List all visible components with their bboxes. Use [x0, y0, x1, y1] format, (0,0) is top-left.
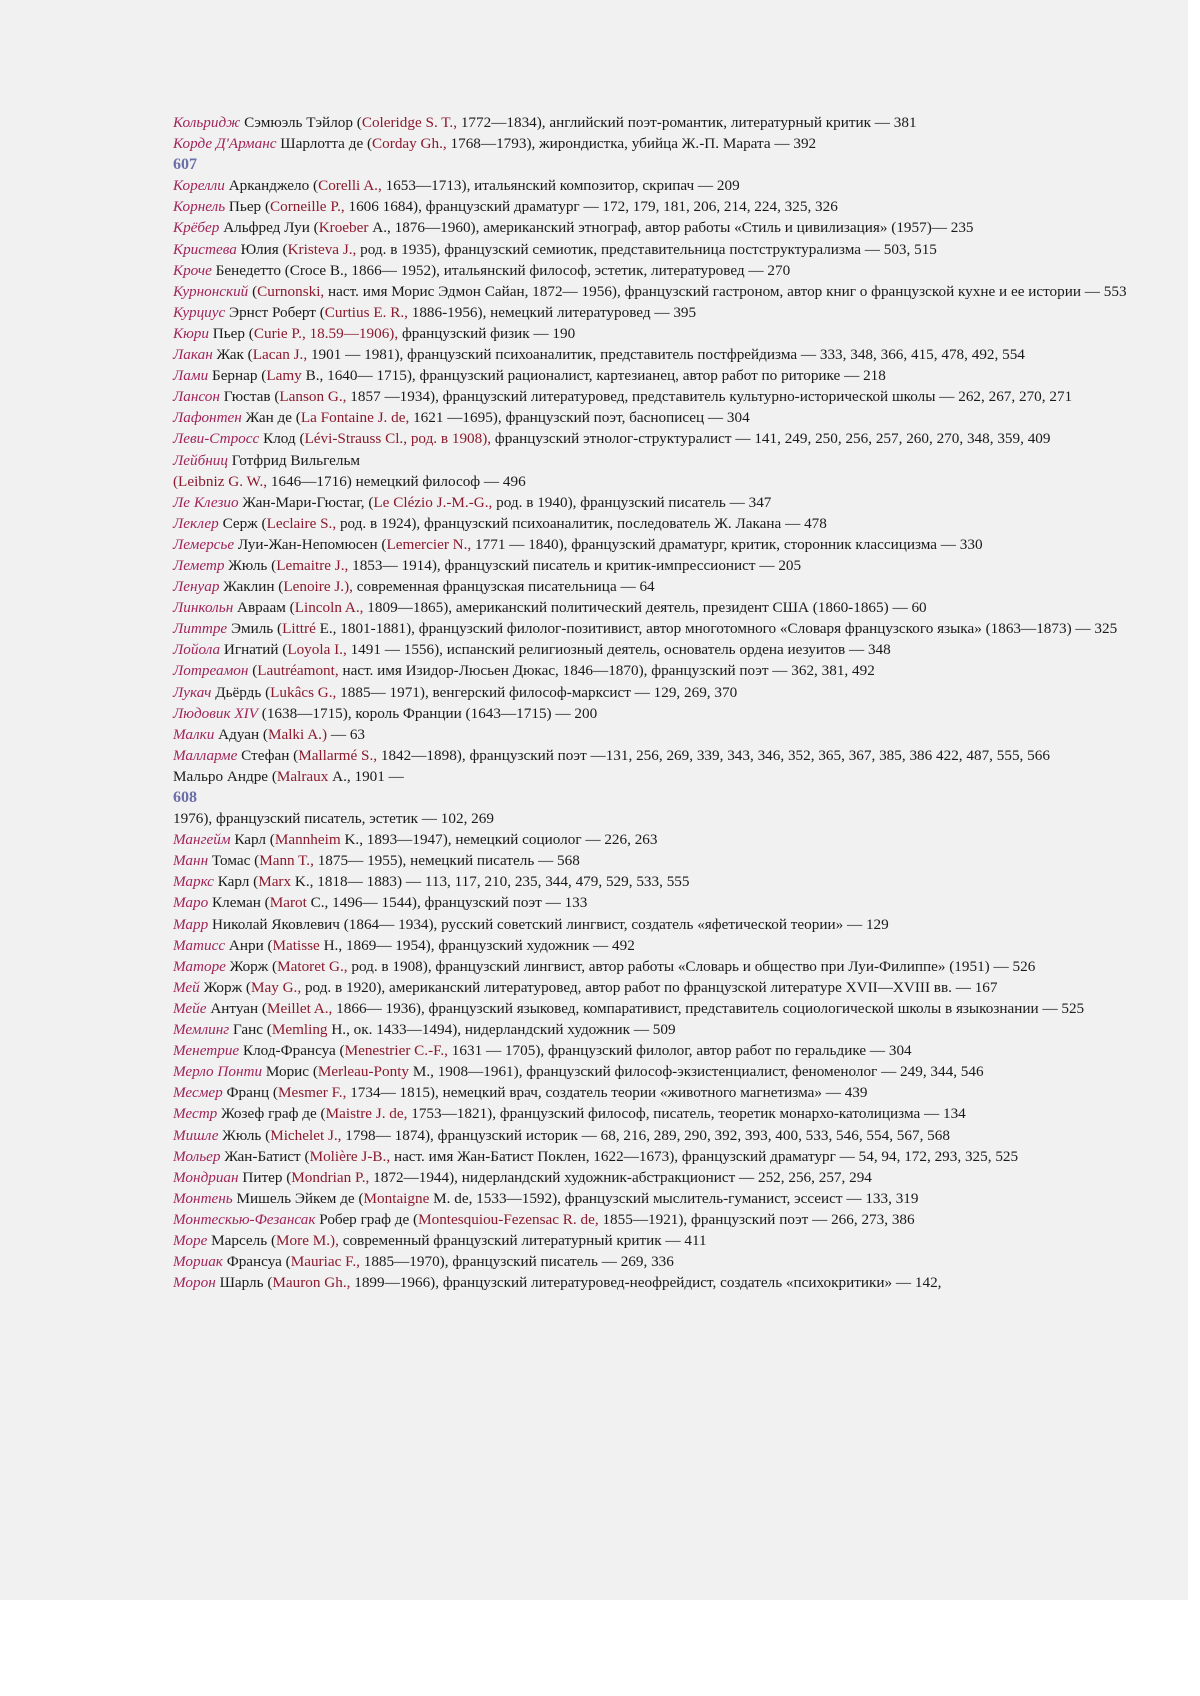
person-name: Корелли [173, 177, 225, 195]
name-index-list [173, 112, 1130, 1293]
entry-text: Стефан ( [237, 746, 299, 764]
entry-text: Жаклин ( [219, 578, 284, 596]
index-entry [173, 386, 1130, 407]
latin-name: Lautréamont, [257, 662, 339, 680]
person-name: Маро [173, 894, 209, 912]
index-entry [173, 344, 1130, 365]
latin-name: Curie P., 18.59—1906), [253, 324, 399, 342]
index-entry [173, 1209, 1130, 1230]
index-entry [173, 745, 1130, 766]
latin-name: Malki A.) [267, 725, 328, 743]
person-name: Курнонский [173, 282, 249, 300]
entry-text: (1638—1715), король Франции (1643—1715) — 200 [257, 704, 598, 722]
entry-details: 1809—1865), американский политический деятель, президент США (1860-1865) — 60 [363, 599, 927, 617]
entry-details: А., 1901 — [328, 767, 404, 785]
entry-text: Жюль ( [224, 556, 277, 574]
entry-text: Марсель ( [207, 1231, 277, 1249]
index-entry [173, 555, 1130, 576]
latin-name: (Leibniz G. W., [173, 472, 268, 490]
index-entry [173, 1061, 1130, 1082]
person-name: Кюри [173, 324, 209, 342]
entry-text: Жорж ( [225, 957, 278, 975]
index-entry [173, 850, 1130, 871]
entry-text: Франсуа ( [222, 1253, 291, 1271]
index-entry [173, 302, 1130, 323]
entry-text: Арканджело ( [224, 177, 319, 195]
index-entry [173, 1188, 1130, 1209]
entry-text: Клеман ( [208, 894, 270, 912]
entry-details: род. в 1924), французский психоаналитик, последователь Ж. Лакана — 478 [336, 514, 827, 532]
index-entry [173, 682, 1130, 703]
index-entry [173, 217, 1130, 238]
entry-details: 1771 — 1840), французский драматург, критик, сторонник классицизма — 330 [471, 535, 983, 553]
latin-name: Michelet J., [270, 1126, 342, 1144]
person-name: Ле Клезио [173, 493, 239, 511]
entry-text: Авраам ( [233, 599, 295, 617]
person-name: Месмер [173, 1084, 223, 1102]
person-name: Маркс [173, 873, 214, 891]
entry-details: род. в 1935), французский семиотик, представительница постструктурализма — 503, 515 [356, 240, 937, 258]
latin-name: Malraux [276, 767, 329, 785]
entry-text: Бернар ( [208, 367, 267, 385]
index-entry [173, 956, 1130, 977]
latin-name: Matoret G., [277, 957, 348, 975]
page-number-marker: 607 [173, 156, 197, 174]
latin-name: Coleridge S. T., [361, 114, 458, 131]
entry-details: французский физик — 190 [398, 324, 576, 342]
entry-details: H., ок. 1433—1494), нидерландский художник — 509 [327, 1021, 676, 1039]
latin-name: Matisse [272, 936, 320, 954]
entry-text: Сэмюэль Тэйлор ( [240, 114, 362, 131]
person-name: Лами [173, 367, 209, 385]
entry-text: Жорж ( [199, 978, 251, 996]
person-name: Мейе [173, 999, 207, 1017]
entry-details: 1885—1970), французский писатель — 269, 336 [359, 1253, 674, 1271]
index-entry [173, 724, 1130, 745]
entry-text: Дьёрдь ( [211, 683, 271, 701]
index-entry [173, 534, 1130, 555]
entry-details: 1646—1716) немецкий философ — 496 [267, 472, 526, 490]
person-name: Лукач [173, 683, 212, 701]
entry-details: наст. имя Изидор-Люсьен Дюкас, 1846—1870), французский поэт — 362, 381, 492 [338, 662, 875, 680]
latin-name: Lemercier N., [386, 535, 472, 553]
latin-name: Mallarmé S., [298, 746, 378, 764]
index-entry [173, 492, 1130, 513]
entry-details: наст. имя Жан-Батист Поклен, 1622—1673), французский драматург — 54, 94, 172, 293, 325, 525 [390, 1147, 1019, 1165]
entry-details: А., 1876—1960), американский этнограф, автор работы «Стиль и цивилизация» (1957)— 235 [368, 219, 974, 237]
person-name: Мондриан [173, 1168, 239, 1186]
entry-text: Антуан ( [206, 999, 267, 1017]
entry-details: K., 1893—1947), немецкий социолог — 226, 263 [340, 831, 658, 849]
latin-name: Lenoire J.), [283, 578, 353, 596]
latin-name: Lacan J., [252, 346, 308, 364]
entry-details: 1901 — 1981), французский психоаналитик, представитель постфрейдизма — 333, 348, 366, 415, 478, 492, 554 [307, 346, 1025, 364]
entry-text: Адуан ( [214, 725, 268, 743]
index-entry [173, 914, 1130, 935]
index-entry [173, 428, 1130, 449]
person-name: Корнель [173, 198, 226, 216]
entry-text: Клод-Франсуа ( [239, 1042, 345, 1060]
entry-details: H., 1869— 1954), французский художник — 492 [319, 936, 635, 954]
person-name: Лемерсье [173, 535, 235, 553]
index-entry [173, 660, 1130, 681]
index-entry [173, 639, 1130, 660]
entry-text: ( [248, 662, 258, 680]
index-entry [173, 365, 1130, 386]
entry-text: Франц ( [222, 1084, 278, 1102]
index-entry [173, 175, 1130, 196]
person-name: Лакан [173, 346, 213, 364]
index-entry [173, 281, 1130, 302]
index-entry [173, 998, 1130, 1019]
latin-name: Curnonski, [257, 282, 325, 300]
entry-text: Готфрид Вильгельм [227, 451, 360, 469]
index-entry [173, 597, 1130, 618]
latin-name: La Fontaine J. de, [300, 409, 410, 427]
entry-details: 1734— 1815), немецкий врач, создатель теории «животного магнетизма» — 439 [346, 1084, 868, 1102]
page-number-marker: 608 [173, 789, 197, 806]
latin-name: Meillet A., [266, 999, 333, 1017]
entry-text: ( [248, 282, 258, 300]
entry-text: Мишель Эйкем де ( [232, 1189, 364, 1207]
entry-text: Бенедетто (Croce В., 1866— 1952), итальянский философ, эстетик, литературовед — 270 [211, 261, 791, 279]
person-name: Леклер [173, 514, 219, 532]
entry-text: Мальро Андре ( [173, 767, 277, 785]
entry-details: 1753—1821), французский философ, писатель, теоретик монархо-католицизма — 134 [407, 1105, 966, 1123]
entry-text: Жозеф граф де ( [217, 1105, 326, 1123]
index-entry [173, 977, 1130, 998]
entry-details: M. de, 1533—1592), французский мыслитель-гуманист, эссеист — 133, 319 [429, 1189, 919, 1207]
entry-text: 1976), французский писатель, эстетик — 102, 269 [173, 810, 494, 828]
index-entry [173, 471, 1130, 492]
entry-details: 1853— 1914), французский писатель и критик-импрессионист — 205 [348, 556, 802, 574]
person-name: Мангейм [173, 831, 231, 849]
latin-name: Lincoln A., [294, 599, 364, 617]
entry-details: 1768—1793), жирондистка, убийца Ж.-П. Марата — 392 [446, 135, 817, 153]
latin-name: Memling [271, 1021, 328, 1039]
entry-text: Жак ( [212, 346, 253, 364]
entry-text: Питер ( [238, 1168, 292, 1186]
person-name: Мольер [173, 1147, 221, 1165]
person-name: Море [173, 1231, 208, 1249]
entry-text: Николай Яковлевич (1864— 1934), русский советский лингвист, создатель «яфетической теории» — 129 [208, 915, 889, 933]
latin-name: Mondrian P., [291, 1168, 370, 1186]
index-entry [173, 618, 1130, 639]
entry-text: Юлия ( [236, 240, 288, 258]
latin-name: Lévi-Strauss Cl., род. в 1908), [304, 430, 492, 448]
entry-details: 1798— 1874), французский историк — 68, 216, 289, 290, 392, 393, 400, 533, 546, 554, 567, 568 [341, 1126, 950, 1144]
entry-details: 1842—1898), французский поэт —131, 256, 269, 339, 343, 346, 352, 365, 367, 385, 386 422, 487, 555, 566 [377, 746, 1050, 764]
latin-name: Littré [282, 620, 316, 638]
latin-name: May G., [250, 978, 302, 996]
index-entry [173, 576, 1130, 597]
entry-text: Жан де ( [241, 409, 301, 427]
entry-details: 1491 — 1556), испанский религиозный деятель, основатель ордена иезуитов — 348 [346, 641, 891, 659]
index-entry [173, 513, 1130, 534]
latin-name: Mesmer F., [278, 1084, 347, 1102]
entry-details: род. в 1940), французский писатель — 347 [492, 493, 772, 511]
person-name: Леви-Стросс [173, 430, 260, 448]
entry-text: Анри ( [225, 936, 273, 954]
person-name: Курциус [173, 303, 226, 321]
index-entry [173, 1230, 1130, 1251]
person-name: Литтре [173, 620, 228, 638]
entry-text: Эрнст Роберт ( [225, 303, 325, 321]
entry-details: M., 1908—1961), французский философ-экзистенциалист, феноменолог — 249, 344, 546 [409, 1063, 984, 1081]
index-entry [173, 1082, 1130, 1103]
latin-name: Marot [269, 894, 307, 912]
person-name: Маторе [173, 957, 226, 975]
index-entry [173, 935, 1130, 956]
index-entry [173, 260, 1130, 281]
entry-details: K., 1818— 1883) — 113, 117, 210, 235, 344, 479, 529, 533, 555 [291, 873, 690, 891]
entry-details: 1772—1834), английский поэт-романтик, литературный критик — 381 [457, 114, 917, 131]
latin-name: Le Clézio J.-M.-G., [373, 493, 493, 511]
index-entry [173, 1103, 1130, 1124]
person-name: Монтень [173, 1189, 233, 1207]
entry-text: Томас ( [208, 852, 260, 870]
index-entry [173, 196, 1130, 217]
latin-name: Maistre J. de, [325, 1105, 408, 1123]
entry-text: Пьер ( [208, 324, 254, 342]
index-entry [173, 871, 1130, 892]
entry-text: Ганс ( [229, 1021, 272, 1039]
person-name: Лойола [173, 641, 221, 659]
person-name: Лотреамон [173, 662, 249, 680]
entry-text: Карл ( [230, 831, 275, 849]
entry-text: Эмиль ( [227, 620, 283, 638]
entry-details: род. в 1908), французский лингвист, автор работы «Словарь и общество при Луи-Филиппе» (1951) — 526 [347, 957, 1036, 975]
person-name: Леметр [173, 556, 225, 574]
person-name: Монтескью-Фезансак [173, 1210, 316, 1228]
index-entry [173, 1251, 1130, 1272]
entry-details: 1875— 1955), немецкий писатель — 568 [313, 852, 580, 870]
index-entry [173, 829, 1130, 850]
latin-name: Loyola I., [287, 641, 347, 659]
latin-name: Montesquiou-Fezensac R. de, [418, 1210, 599, 1228]
person-name: Мишле [173, 1126, 219, 1144]
index-entry [173, 407, 1130, 428]
entry-details: 1621 —1695), французский поэт, баснописец — 304 [409, 409, 750, 427]
latin-name: Lamy [266, 367, 302, 385]
entry-details: 1899—1966), французский литературовед-неофрейдист, создатель «психокритики» — 142, [350, 1274, 942, 1292]
latin-name: Leclaire S., [266, 514, 337, 532]
entry-details: 1866— 1936), французский языковед, компаративист, представитель социологической школы в языкознании — 525 [332, 999, 1085, 1017]
person-name: Ленуар [173, 578, 220, 596]
index-entry [173, 808, 1130, 829]
index-entry [173, 239, 1130, 260]
index-entry [173, 1146, 1130, 1167]
entry-details: 1857 —1934), французский литературовед, представитель культурно-исторической школы — 262, 267, 270, 271 [346, 388, 1073, 406]
index-entry [173, 766, 1130, 787]
entry-details: наст. имя Морис Эдмон Сайан, 1872— 1956), французский гастроном, автор книг о французской кухне и ее истории — 553 [324, 282, 1127, 300]
entry-text: Игнатий ( [220, 641, 288, 659]
entry-text: Пьер ( [225, 198, 271, 216]
person-name: Малларме [173, 746, 238, 764]
person-name: Матисс [173, 936, 226, 954]
index-entry [173, 892, 1130, 913]
entry-text: Шарль ( [215, 1274, 273, 1292]
person-name: Марр [173, 915, 209, 933]
latin-name: Corday Gh., [372, 135, 447, 153]
entry-details: E., 1801-1881), французский филолог-позитивист, автор многотомного «Словаря французского языка» (1863—1873) — 325 [315, 620, 1118, 638]
latin-name: Lemaitre J., [276, 556, 349, 574]
latin-name: More M.), [276, 1231, 339, 1249]
entry-details: C., 1496— 1544), французский поэт — 133 [306, 894, 588, 912]
person-name: Кристева [173, 240, 237, 258]
entry-details: 1872—1944), нидерландский художник-абстракционист — 252, 256, 257, 294 [369, 1168, 872, 1186]
latin-name: Kroeber [318, 219, 369, 237]
person-name: Мориак [173, 1253, 223, 1271]
person-name: Малки [173, 725, 215, 743]
index-entry [173, 450, 1130, 471]
entry-text: Морис ( [262, 1063, 318, 1081]
entry-details: B., 1640— 1715), французский рационалист, картезианец, автор работ по риторике — 218 [301, 367, 886, 385]
person-name: Корде Д'Арманс [173, 135, 277, 153]
latin-name: Menestrier C.-F., [344, 1042, 448, 1060]
index-entry [173, 323, 1130, 344]
latin-name: Lukâcs G., [270, 683, 337, 701]
entry-text: Гюстав ( [219, 388, 280, 406]
index-entry [173, 1125, 1130, 1146]
entry-details: — 63 [327, 725, 365, 743]
person-name: Мей [173, 978, 200, 996]
latin-name: Lanson G., [279, 388, 347, 406]
latin-name: Molière J-B., [309, 1147, 391, 1165]
entry-details: современная французская писательница — 64 [352, 578, 655, 596]
entry-text: Жан-Батист ( [220, 1147, 310, 1165]
person-name: Людовик XIV [173, 704, 258, 722]
person-name: Крёбер [173, 219, 220, 237]
entry-text: Жан-Мари-Гюстаг, ( [238, 493, 374, 511]
person-name: Мерло Понти [173, 1063, 263, 1081]
entry-text: Альфред Луи ( [219, 219, 319, 237]
person-name: Кроче [173, 261, 212, 279]
latin-name: Mann T., [259, 852, 314, 870]
person-name: Лафонтен [173, 409, 242, 427]
entry-text: Луи-Жан-Непомюсен ( [234, 535, 387, 553]
latin-name: Mauriac F., [290, 1253, 360, 1271]
entry-text: Робер граф де ( [315, 1210, 419, 1228]
entry-details: 1606 1684), французский драматург — 172, 179, 181, 206, 214, 224, 325, 326 [344, 198, 838, 216]
entry-text: Жюль ( [218, 1126, 271, 1144]
person-name: Линкольн [173, 599, 234, 617]
latin-name: Marx [258, 873, 292, 891]
entry-text: Серж ( [218, 514, 267, 532]
index-entry [173, 1019, 1130, 1040]
latin-name: Mannheim [274, 831, 341, 849]
index-entry [173, 112, 1130, 133]
entry-details: 1886-1956), немецкий литературовед — 395 [407, 303, 697, 321]
person-name: Лансон [173, 388, 220, 406]
entry-details: современный французский литературный критик — 411 [338, 1231, 707, 1249]
latin-name: Kristeva J., [287, 240, 357, 258]
person-name: Морон [173, 1274, 216, 1292]
latin-name: Corneille P., [270, 198, 345, 216]
entry-details: 1885— 1971), венгерский философ-марксист — 129, 269, 370 [336, 683, 738, 701]
person-name: Местр [173, 1105, 218, 1123]
index-entry [173, 1040, 1130, 1061]
latin-name: Curtius E. R., [324, 303, 408, 321]
index-entry [173, 1272, 1130, 1293]
person-name: Кольридж [173, 114, 241, 131]
index-entry [173, 1167, 1130, 1188]
person-name: Мемлинг [173, 1021, 230, 1039]
latin-name: Corelli A., [318, 177, 382, 195]
entry-text: Клод ( [259, 430, 305, 448]
entry-text: Карл ( [213, 873, 259, 891]
person-name: Лейбниц [173, 451, 228, 469]
entry-text: Шарлотта де ( [276, 135, 373, 153]
person-name: Менетрие [173, 1042, 240, 1060]
entry-details: 1855—1921), французский поэт — 266, 273, 386 [598, 1210, 915, 1228]
index-entry [173, 703, 1130, 724]
index-entry [173, 133, 1130, 154]
latin-name: Montaigne [363, 1189, 430, 1207]
entry-details: 1631 — 1705), французский филолог, автор работ по геральдике — 304 [447, 1042, 912, 1060]
person-name: Манн [173, 852, 209, 870]
latin-name: Mauron Gh., [272, 1274, 351, 1292]
entry-details: 1653—1713), итальянский композитор, скрипач — 209 [381, 177, 740, 195]
entry-details: французский этнолог-структуралист — 141, 249, 250, 256, 257, 260, 270, 348, 359, 409 [491, 430, 1051, 448]
latin-name: Merleau-Ponty [317, 1063, 410, 1081]
entry-details: род. в 1920), американский литературовед, автор работ по французской литературе XVII—XVIII вв. — 167 [301, 978, 998, 996]
